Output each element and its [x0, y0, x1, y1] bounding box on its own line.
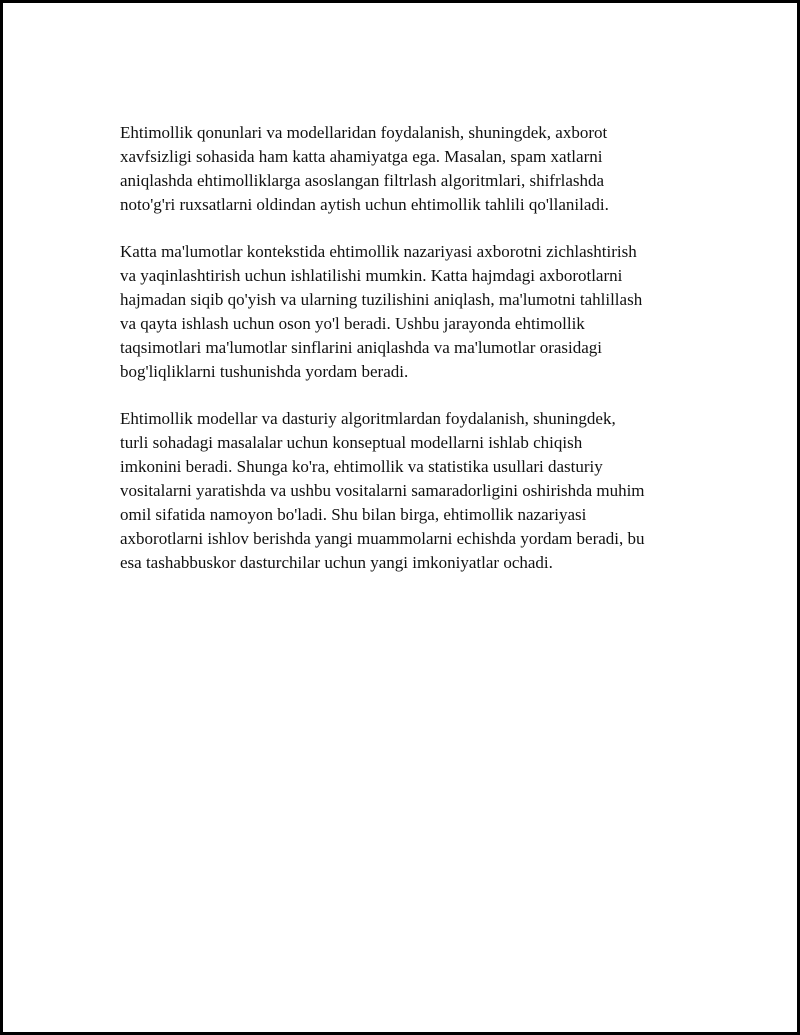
text-line: aniqlashda ehtimolliklarga asoslangan filtrlash algoritmlari, shifrlashda [120, 171, 605, 190]
text-line: va qayta ishlash uchun oson yo'l beradi. Ushbu jarayonda ehtimollik [120, 314, 585, 333]
text-line: Katta ma'lumotlar kontekstida ehtimollik nazariyasi axborotni zichlashtirish [120, 242, 637, 261]
paragraph-3 [120, 407, 700, 575]
text-line: axborotlarni ishlov berishda yangi muammolarni echishda yordam beradi, bu [120, 529, 645, 548]
text-line: turli sohadagi masalalar uchun konseptual modellarni ishlab chiqish [120, 433, 583, 452]
paragraph-1 [120, 121, 700, 217]
text-line: omil sifatida namoyon bo'ladi. Shu bilan birga, ehtimollik nazariyasi [120, 505, 587, 524]
text-line: hajmadan siqib qo'yish va ularning tuzilishini aniqlash, ma'lumotni tahlillash [120, 290, 643, 309]
text-line: Ehtimollik qonunlari va modellaridan foydalanish, shuningdek, axborot [120, 123, 608, 142]
text-line: bog'liqliklarni tushunishda yordam beradi. [120, 362, 409, 381]
text-line: Ehtimollik modellar va dasturiy algoritmlardan foydalanish, shuningdek, [120, 409, 616, 428]
paragraph-2 [120, 240, 700, 384]
text-line: xavfsizligi sohasida ham katta ahamiyatga ega. Masalan, spam xatlarni [120, 147, 603, 166]
text-line: imkonini beradi. Shunga ko'ra, ehtimollik va statistika usullari dasturiy [120, 457, 603, 476]
text-line: esa tashabbuskor dasturchilar uchun yangi imkoniyatlar ochadi. [120, 553, 553, 572]
text-line: noto'g'ri ruxsatlarni oldindan aytish uchun ehtimollik tahlili qo'llaniladi. [120, 195, 609, 214]
text-line: taqsimotlari ma'lumotlar sinflarini aniqlashda va ma'lumotlar orasidagi [120, 338, 603, 357]
text-line: vositalarni yaratishda va ushbu vositalarni samaradorligini oshirishda muhim [120, 481, 645, 500]
document-body [120, 121, 700, 598]
text-line: va yaqinlashtirish uchun ishlatilishi mumkin. Katta hajmdagi axborotlarni [120, 266, 623, 285]
